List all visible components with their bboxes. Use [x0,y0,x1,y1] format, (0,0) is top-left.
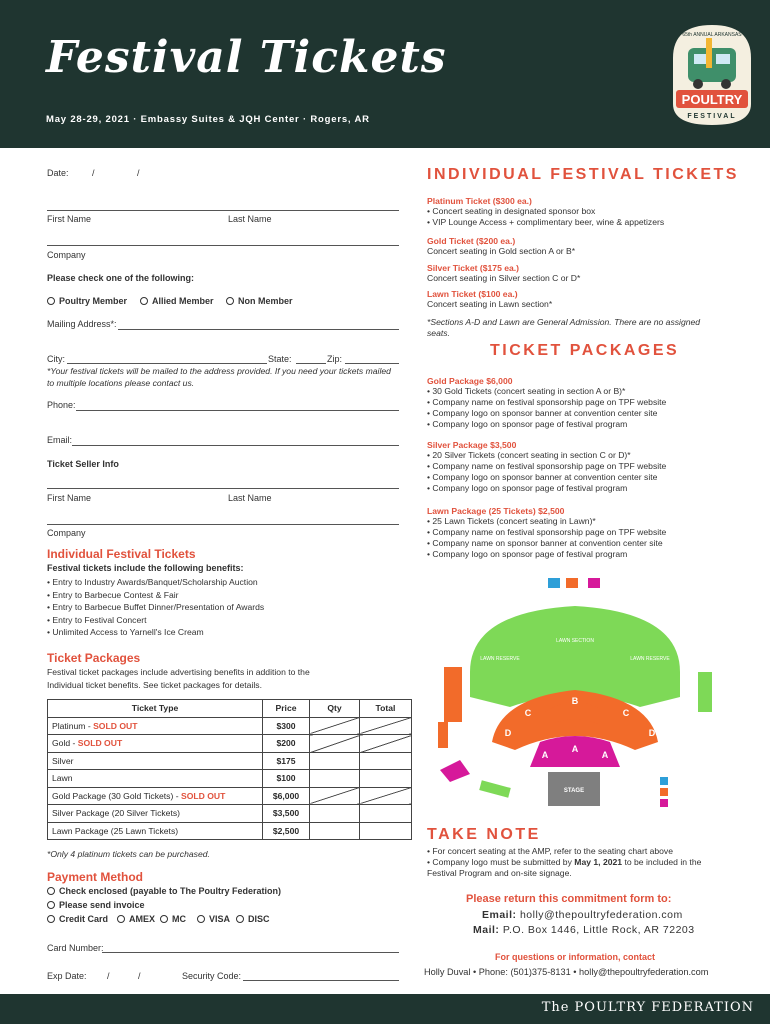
gold-ticket-block [427,236,575,257]
page-title: Festival Tickets [46,32,447,83]
list-item: • Company logo on sponsor banner at convention center site [427,472,658,482]
section-b-label: B [571,696,579,706]
radio-circle[interactable] [226,297,234,305]
price-cell: $6,000 [263,787,310,805]
lawn-reserve-left-label: LAWN RESERVE [480,656,520,662]
ticket-type-cell: Silver Package (20 Silver Tickets) [48,805,263,823]
exp-separator: / [138,971,141,981]
return-form-heading: Please return this commitment form to: [466,893,672,905]
sponsor-box [444,667,462,722]
column-header-total: Total [360,700,412,718]
return-mail: Mail: P.O. Box 1446, Little Rock, AR 72203 [473,924,695,936]
radio-circle[interactable] [47,887,55,895]
silver-title: Silver Ticket ($175 ea.) [427,263,520,273]
total-cell-disabled [360,787,412,805]
platinum-limit-note: *Only 4 platinum tickets can be purchased. [47,849,210,859]
price-cell: $175 [263,752,310,770]
packages-intro: Festival ticket packages include advertising benefits in addition to the Individual ticket benefits. See ticket packages for details. [47,667,310,690]
last-name-label: Last Name [228,214,272,224]
ticket-type-cell: Gold Package (30 Gold Tickets) - SOLD OUT [48,787,263,805]
lawn-reserve-right-label: LAWN RESERVE [630,656,670,662]
total-cell-disabled [360,717,412,735]
table-row [48,717,412,735]
seller-last-name-label: Last Name [228,493,272,503]
entrance-icon [548,578,560,588]
total-cell[interactable] [360,770,412,788]
seller-name-field[interactable] [47,488,399,489]
footer-banner [0,994,770,1024]
platinum-ticket-block [427,196,664,228]
column-header-qty: Qty [310,700,360,718]
list-item: • 20 Silver Tickets (concert seating in section C or D)* [427,450,631,460]
take-note-item: • For concert seating at the AMP, refer to the seating chart above [427,846,674,856]
payment-method-heading: Payment Method [47,870,144,884]
seating-chart [430,572,720,822]
state-label: State: [268,354,292,364]
seller-company-field[interactable] [47,524,399,525]
sold-out-label: SOLD OUT [180,790,226,801]
member-instruction: Please check one of the following: [47,273,195,283]
list-item: • 30 Gold Tickets (concert seating in section A or B)* [427,386,626,396]
list-item: • Company logo on sponsor page of festival program [427,549,628,559]
first-name-label: First Name [47,214,92,224]
total-cell[interactable] [360,822,412,840]
poultry-festival-logo [666,18,758,130]
column-header-price: Price [263,700,310,718]
radio-circle[interactable] [47,901,55,909]
price-cell: $200 [263,735,310,753]
qty-cell[interactable] [310,822,360,840]
logo-word: POULTRY [681,92,743,107]
list-item: • Company logo on sponsor page of festival program [427,483,628,493]
radio-non-member[interactable]: Non Member [226,296,293,306]
section-c-right-label: C [622,708,630,718]
card-number-label: Card Number: [47,943,104,953]
phone-label: Phone: [47,400,76,410]
qty-cell-disabled [310,787,360,805]
sold-out-label: SOLD OUT [93,720,138,731]
ramp-left [479,780,511,797]
mailing-address-field[interactable] [118,329,399,330]
radio-poultry-member[interactable]: Poultry Member [47,296,127,306]
lawn-side [698,672,712,712]
logo-sub: FESTIVAL [687,113,737,120]
ticket-type-cell: Gold - SOLD OUT [48,735,263,753]
email-field[interactable] [72,445,399,446]
poultry-federation-logo: The POULTRY FEDERATION [541,1000,754,1015]
radio-credit-card[interactable]: Credit Card [47,914,108,924]
sections-note: *Sections A-D and Lawn are General Admission. There are no assigned seats. [427,317,701,338]
silver-ticket-block [427,263,580,284]
table-row [48,735,412,753]
city-field[interactable] [67,363,267,364]
list-item: • Company name on festival sponsorship page on TPF website [427,461,667,471]
legend-icon-orange [660,788,668,796]
list-item: • Company name on festival sponsorship page on TPF website [427,397,667,407]
mailing-address-label: Mailing Address*: [47,319,117,329]
take-note-item: • Company logo must be submitted by May 1, 2021 to be included in the Festival Program and on-site signage. [427,857,702,878]
return-email: Email: holly@thepoultryfederation.com [482,909,683,921]
qty-cell-disabled [310,735,360,753]
company-label: Company [47,250,86,260]
individual-tickets-heading: Individual Festival Tickets [47,547,196,561]
legend-icon-magenta [660,799,668,807]
section-d-right-label: D [648,728,656,738]
section-d-left-label: D [504,728,512,738]
seller-first-name-label: First Name [47,493,92,503]
platinum-title: Platinum Ticket ($300 ea.) [427,196,532,206]
radio-circle[interactable] [197,915,205,923]
questions-heading: For questions or information, contact [495,952,656,962]
individual-festival-tickets-heading: INDIVIDUAL FESTIVAL TICKETS [427,166,739,183]
list-item: • Company name on sponsor banner at convention center site [427,538,663,548]
zip-label: Zip: [327,354,343,364]
column-header-ticket-type: Ticket Type [48,700,263,718]
list-item: • Entry to Festival Concert [47,614,264,627]
side-stage-left [438,722,448,748]
lawn-package-block [427,506,666,560]
phone-field[interactable] [76,410,399,411]
legend-icon-blue [660,777,668,785]
list-item: • Entry to Industry Awards/Banquet/Scholarship Auction [47,576,264,589]
radio-circle[interactable] [47,915,55,923]
gold-text: Concert seating in Gold section A or B* [427,246,576,256]
seller-company-label: Company [47,528,86,538]
accessible-icon [566,578,578,588]
ticket-type-cell: Silver [48,752,263,770]
ticket-packages-right-heading: TICKET PACKAGES [490,342,680,359]
section-a-left-label: A [541,750,549,760]
date-label: Date: [47,168,69,178]
radio-visa[interactable]: VISA [197,914,230,924]
list-item: • Unlimited Access to Yarnell's Ice Cream [47,626,264,639]
section-a-center-label: A [571,744,579,754]
radio-circle[interactable] [140,297,148,305]
list-item: • Company logo on sponsor page of festival program [427,419,628,429]
qty-cell[interactable] [310,770,360,788]
ticket-type-cell: Lawn [48,770,263,788]
card-number-field[interactable] [102,952,399,953]
radio-allied-member[interactable]: Allied Member [140,296,214,306]
radio-circle[interactable] [160,915,168,923]
city-label: City: [47,354,65,364]
qty-cell[interactable] [310,805,360,823]
radio-disc[interactable]: DISC [236,914,270,924]
list-item: • Entry to Barbecue Contest & Fair [47,589,264,602]
take-note-heading: TAKE NOTE [427,826,541,843]
radio-send-invoice[interactable]: Please send invoice [47,900,145,910]
table-row [48,805,412,823]
table-row [48,787,412,805]
lawn-section-label: LAWN SECTION [556,638,594,644]
table-row [48,752,412,770]
gold-package-title: Gold Package $6,000 [427,376,513,386]
price-cell: $2,500 [263,822,310,840]
zip-field[interactable] [345,363,399,364]
total-cell[interactable] [360,805,412,823]
radio-circle[interactable] [236,915,244,923]
price-cell: $100 [263,770,310,788]
vip-area-left [440,760,470,782]
event-subtitle: May 28-29, 2021 · Embassy Suites & JQH Center · Rogers, AR [46,114,370,125]
security-code-label: Security Code: [182,971,242,981]
email-label: Email: [47,435,73,445]
date-separator: / [137,168,140,178]
stage-label: STAGE [563,788,585,794]
sold-out-label: SOLD OUT [77,738,123,749]
lawn-title: Lawn Ticket ($100 ea.) [427,289,518,299]
radio-mc[interactable]: MC [160,914,186,924]
list-item: • Entry to Barbecue Buffet Dinner/Presentation of Awards [47,601,264,614]
ticket-packages-heading: Ticket Packages [47,651,141,665]
silver-package-block [427,440,666,494]
list-item: • Company name on festival sponsorship page on TPF website [427,527,667,537]
benefits-intro: Festival tickets include the following benefits: [47,563,244,573]
list-item: • Company logo on sponsor banner at convention center site [427,408,658,418]
price-cell: $300 [263,717,310,735]
benefits-list [47,576,264,639]
name-field[interactable] [47,210,399,211]
ticket-type-cell: Platinum - SOLD OUT [48,717,263,735]
restroom-icon [588,578,600,588]
price-cell: $3,500 [263,805,310,823]
silver-package-title: Silver Package $3,500 [427,440,517,450]
header-banner [0,0,770,148]
radio-circle[interactable] [47,297,55,305]
state-field[interactable] [296,363,326,364]
qty-cell[interactable] [310,752,360,770]
radio-check-enclosed[interactable]: Check enclosed (payable to The Poultry Federation) [47,886,281,896]
logo-arc: 65th ANNUAL ARKANSAS [682,32,742,38]
contact-info: Holly Duval • Phone: (501)375-8131 • holly@thepoultryfederation.com [424,967,709,977]
table-header-row [48,700,412,718]
section-a-right-label: A [601,750,609,760]
ticket-order-table [47,699,412,840]
radio-amex[interactable]: AMEX [117,914,155,924]
ticket-seller-heading: Ticket Seller Info [47,459,119,469]
section-c-left-label: C [524,708,532,718]
lawn-ticket-block [427,289,552,310]
total-cell-disabled [360,735,412,753]
company-field[interactable] [47,245,399,246]
gold-package-block [427,376,666,430]
total-cell[interactable] [360,752,412,770]
exp-date-label: Exp Date: [47,971,87,981]
radio-circle[interactable] [117,915,125,923]
date-separator: / [92,168,95,178]
lawn-text: Concert seating in Lawn section* [427,299,553,309]
list-item: • 25 Lawn Tickets (concert seating in Lawn)* [427,516,596,526]
qty-cell-disabled [310,717,360,735]
lawn-package-title: Lawn Package (25 Tickets) $2,500 [427,506,565,516]
table-row [48,822,412,840]
gold-title: Gold Ticket ($200 ea.) [427,236,516,246]
list-item: • VIP Lounge Access + complimentary beer, wine & appetizers [427,217,665,227]
silver-text: Concert seating in Silver section C or D* [427,273,581,283]
list-item: • Concert seating in designated sponsor box [427,206,596,216]
table-row [48,770,412,788]
exp-separator: / [107,971,110,981]
mailing-note: *Your festival tickets will be mailed to the address provided. If you need your tickets mailed to multiple locations please contact us. [47,366,391,388]
ticket-type-cell: Lawn Package (25 Lawn Tickets) [48,822,263,840]
security-code-field[interactable] [243,980,399,981]
